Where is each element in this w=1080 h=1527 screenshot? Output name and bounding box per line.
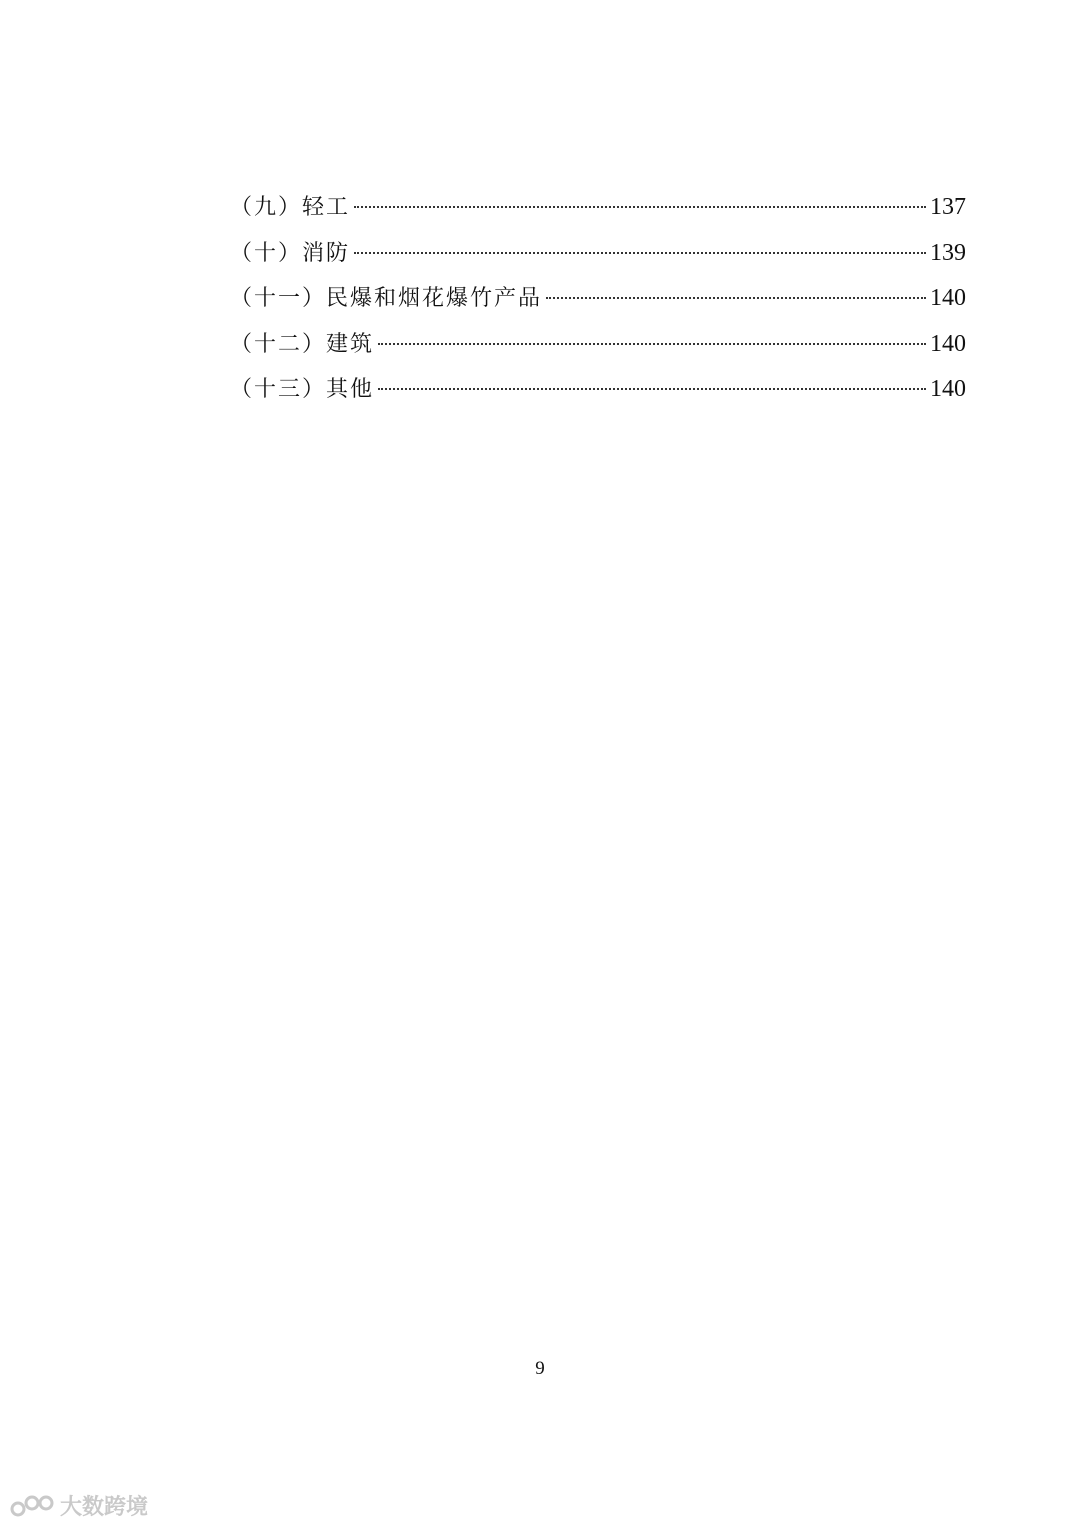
toc-entry[interactable] [230,231,966,277]
toc-entry-title: （十一）民爆和烟花爆竹产品 [230,286,543,311]
toc-entry[interactable] [230,322,966,368]
toc-entry-page: 139 [930,239,966,266]
toc-entry-title: （九）轻工 [230,195,351,220]
dot-leader [354,206,926,208]
toc-entry-title: （十）消防 [230,240,351,266]
toc-entry-title: （十三）其他 [230,377,375,402]
dot-leader [354,252,926,254]
toc-entry[interactable] [230,367,966,413]
watermark-text: 大数跨境 [60,1495,149,1520]
dot-leader [546,297,926,299]
toc-entry[interactable] [230,185,966,231]
table-of-contents [230,185,966,413]
page-number: 9 [535,1358,545,1379]
brand-logo-icon [10,1491,54,1521]
watermark [10,1490,148,1521]
toc-entry-page: 137 [930,194,966,220]
dot-leader [378,388,926,390]
toc-entry-page: 140 [930,285,966,311]
toc-entry-page: 140 [930,376,966,402]
toc-entry-title: （十二）建筑 [230,331,375,357]
toc-entry-page: 140 [930,330,966,357]
dot-leader [378,343,926,345]
toc-entry[interactable] [230,276,966,322]
